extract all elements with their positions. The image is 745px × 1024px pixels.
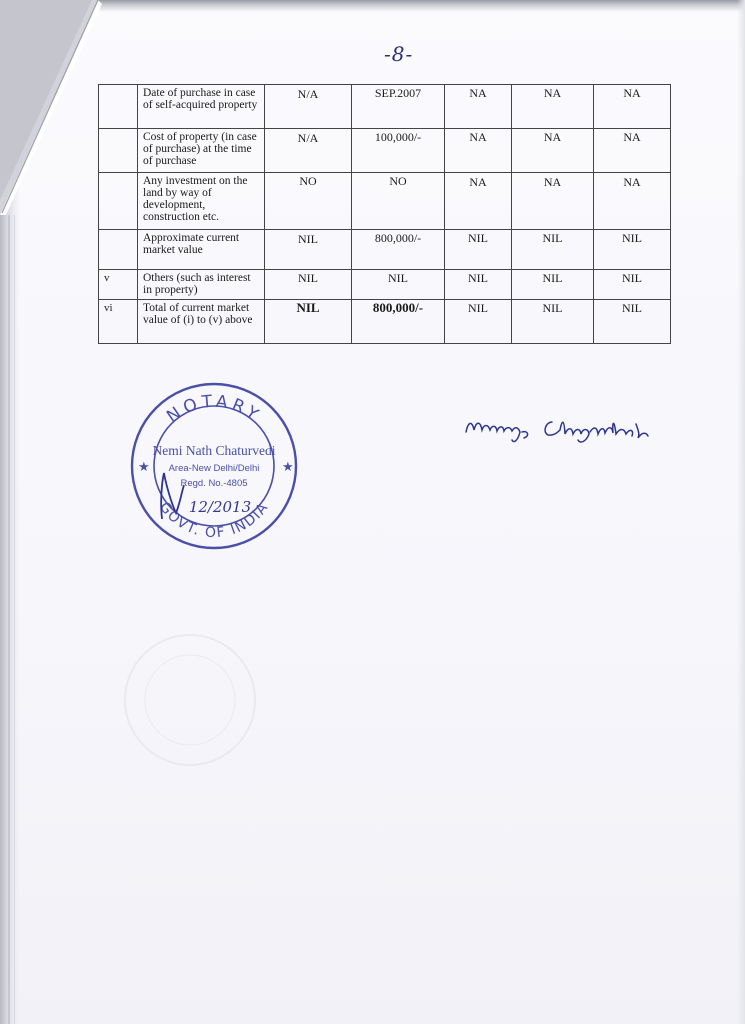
star-icon: ★	[138, 459, 150, 474]
table-cell: NIL	[512, 300, 594, 344]
table-cell: NIL	[594, 270, 671, 300]
top-scan-edge	[90, 0, 745, 12]
row-label: Cost of property (in case of purchase) at the time of purchase	[138, 129, 265, 173]
table-cell: N/A	[265, 129, 352, 173]
stamp-regd: Regd. No.-4805	[180, 478, 248, 489]
stamp-top-text: NOTARY	[163, 391, 265, 428]
table-cell: NA	[594, 173, 671, 230]
table-cell: NIL	[265, 270, 352, 300]
table-cell: NA	[445, 173, 512, 230]
row-label: Date of purchase in case of self-acquired property	[138, 85, 265, 129]
table-cell: NA	[594, 129, 671, 173]
binding-line	[8, 215, 10, 1024]
table-cell: NIL	[445, 230, 512, 270]
bleed-through	[110, 630, 310, 780]
page-number: -8-	[384, 42, 414, 66]
right-scan-edge	[737, 0, 745, 1024]
table-cell: SEP.2007	[352, 85, 445, 129]
table-row	[99, 270, 671, 300]
table-cell: NA	[594, 85, 671, 129]
row-number	[99, 173, 138, 230]
signature	[462, 410, 657, 450]
row-number: v	[99, 270, 138, 300]
table-row	[99, 230, 671, 270]
row-number	[99, 129, 138, 173]
table-cell: 800,000/-	[352, 230, 445, 270]
table-row	[99, 129, 671, 173]
table-cell: NIL	[445, 300, 512, 344]
table-cell: NA	[445, 129, 512, 173]
stamp-date: 12/2013	[188, 498, 252, 516]
table-cell: NA	[445, 85, 512, 129]
table-cell: NIL	[594, 300, 671, 344]
table-row	[99, 85, 671, 129]
binding-line	[14, 215, 15, 1024]
row-number	[99, 85, 138, 129]
table-cell: NIL	[265, 300, 352, 344]
table-cell: NIL	[594, 230, 671, 270]
table-cell: NA	[512, 85, 594, 129]
row-label: Total of current market value of (i) to (v) above	[138, 300, 265, 344]
table-cell: NA	[512, 129, 594, 173]
table-cell: NIL	[265, 230, 352, 270]
table-row	[99, 173, 671, 230]
stamp-name: Nemi Nath Chaturvedi	[152, 443, 276, 458]
table-row	[99, 300, 671, 344]
row-number: vi	[99, 300, 138, 344]
table-cell: NIL	[512, 270, 594, 300]
table-cell: NO	[352, 173, 445, 230]
table-cell: NA	[512, 173, 594, 230]
asset-details-table	[98, 84, 671, 344]
row-number	[99, 230, 138, 270]
table-cell: 100,000/-	[352, 129, 445, 173]
table-cell: NO	[265, 173, 352, 230]
table-cell: NIL	[352, 270, 445, 300]
row-label: Approximate current market value	[138, 230, 265, 270]
star-icon: ★	[282, 459, 294, 474]
table-cell: 800,000/-	[352, 300, 445, 344]
stamp-area: Area-New Delhi/Delhi	[168, 463, 260, 474]
notary-stamp	[124, 381, 304, 551]
table-cell: NIL	[512, 230, 594, 270]
table-cell: N/A	[265, 85, 352, 129]
row-label: Any investment on the land by way of development, construction etc.	[138, 173, 265, 230]
table-cell: NIL	[445, 270, 512, 300]
row-label: Others (such as interest in property)	[138, 270, 265, 300]
stamp-bottom-text: GOVT. OF INDIA	[155, 499, 273, 542]
